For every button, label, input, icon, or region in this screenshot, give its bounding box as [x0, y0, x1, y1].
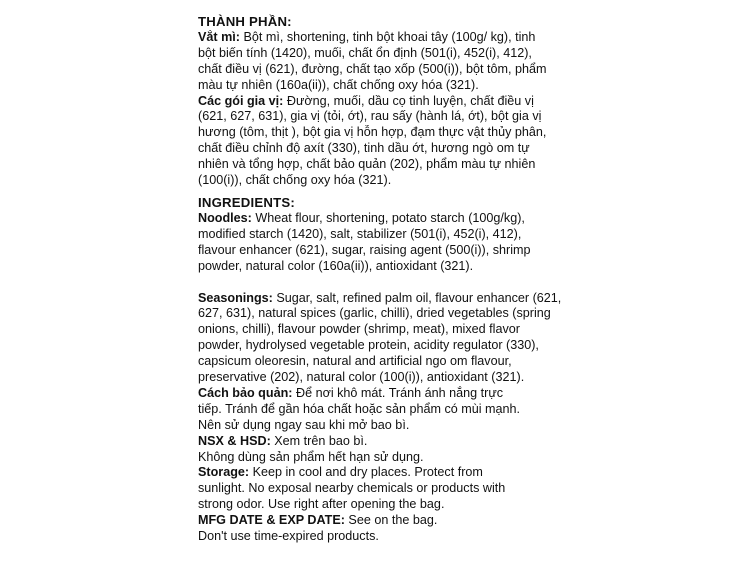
ingredients-label	[198, 14, 564, 560]
en-noodles-key: Noodles:	[198, 210, 252, 225]
en-noodles-section	[198, 211, 564, 275]
en-seasonings-line-1: Sugar, salt, refined palm oil, flavour enhancer (621,	[272, 290, 562, 305]
en-seasonings-section	[198, 291, 564, 386]
en-storage-line-2: sunlight. No exposal nearby chemicals or products with	[198, 481, 506, 496]
en-storage-line-1: Keep in cool and dry places. Protect from	[249, 465, 483, 480]
vn-noodles-line-2: bột biến tính (1420), muối, chất ổn định (501(i), 452(i), 412),	[198, 45, 532, 60]
en-ingredients-heading: INGREDIENTS:	[198, 194, 295, 210]
vn-storage-section	[198, 386, 564, 434]
vn-noodles-key: Vắt mì:	[198, 29, 240, 44]
vn-storage-key: Cách bảo quản:	[198, 385, 293, 400]
vn-dates-line-2: Không dùng sản phẩm hết hạn sử dụng.	[198, 449, 424, 464]
vn-seasonings-line-1: Đường, muối, dầu cọ tinh luyện, chất điều vị	[283, 93, 534, 108]
en-seasonings-line-6: preservative (202), natural color (100(i)), antioxidant (321).	[198, 370, 525, 385]
en-storage-section	[198, 465, 564, 513]
vn-noodles-section	[198, 30, 564, 94]
vn-seasonings-section	[198, 94, 564, 189]
vn-noodles-line-1: Bột mì, shortening, tinh bột khoai tây (100g/ kg), tinh	[240, 29, 536, 44]
en-noodles-line-2: modified starch (1420), salt, stabilizer (501(i), 452(i), 412),	[198, 226, 522, 241]
vn-seasonings-line-6: (100(i)), chất chống oxy hóa (321).	[198, 173, 392, 188]
en-noodles-line-3: flavour enhancer (621), sugar, raising agent (500(i)), shrimp	[198, 242, 531, 257]
vn-seasonings-key: Các gói gia vị:	[198, 93, 284, 108]
en-noodles-line-1: Wheat flour, shortening, potato starch (100g/kg),	[251, 210, 525, 225]
en-dates-section	[198, 513, 564, 545]
vn-storage-line-2: tiếp. Tránh để gần hóa chất hoặc sản phẩm có mùi mạnh.	[198, 401, 521, 416]
vn-noodles-line-4: màu tự nhiên (160a(ii)), chất chống oxy hóa (321).	[198, 77, 479, 92]
en-dates-key: MFG DATE & EXP DATE:	[198, 513, 345, 528]
en-storage-key: Storage:	[198, 465, 250, 480]
en-dates-line-2: Don't use time-expired products.	[198, 529, 379, 544]
en-seasonings-line-5: capsicum oleoresin, natural and artificial ngo om flavour,	[198, 354, 512, 369]
vn-dates-line-1: Xem trên bao bì.	[270, 433, 368, 448]
vn-seasonings-line-4: chất điều chỉnh độ axít (330), tinh dầu ớt, hương ngò om tự	[198, 141, 530, 156]
vn-dates-key: NSX & HSD:	[198, 433, 271, 448]
en-seasonings-line-4: powder, hydrolysed vegetable protein, acidity regulator (330),	[198, 338, 539, 353]
vn-noodles-line-3: chất điều vị (621), đường, chất tạo xốp (500(i)), bột tôm, phẩm	[198, 61, 547, 76]
en-noodles-line-4: powder, natural color (160a(ii)), antioxidant (321).	[198, 258, 474, 273]
vn-storage-line-1: Để nơi khô mát. Tránh ánh nắng trực	[292, 385, 504, 400]
en-dates-line-1: See on the bag.	[344, 513, 438, 528]
vn-seasonings-line-3: hương (tôm, thịt ), bột gia vị hỗn hợp, đạm thực vật thủy phân,	[198, 125, 547, 140]
en-seasonings-line-3: onions, chilli), flavour powder (shrimp, meat), mixed flavor	[198, 322, 520, 337]
en-seasonings-key: Seasonings:	[198, 290, 273, 305]
en-storage-line-3: strong odor. Use right after opening the bag.	[198, 497, 445, 512]
vn-seasonings-line-2: (621, 627, 631), gia vị (tỏi, ớt), rau sấy (hành lá, ớt), bột gia vị	[198, 109, 542, 124]
vn-seasonings-line-5: nhiên và tổng hợp, chất bảo quản (202), phẩm màu tự nhiên	[198, 157, 536, 172]
vn-storage-line-3: Nên sử dụng ngay sau khi mở bao bì.	[198, 417, 410, 432]
vn-ingredients-heading: THÀNH PHẦN:	[198, 14, 292, 29]
vn-dates-section	[198, 434, 564, 466]
en-seasonings-line-2: 627, 631), natural spices (garlic, chilli), dried vegetables (spring	[198, 306, 551, 321]
